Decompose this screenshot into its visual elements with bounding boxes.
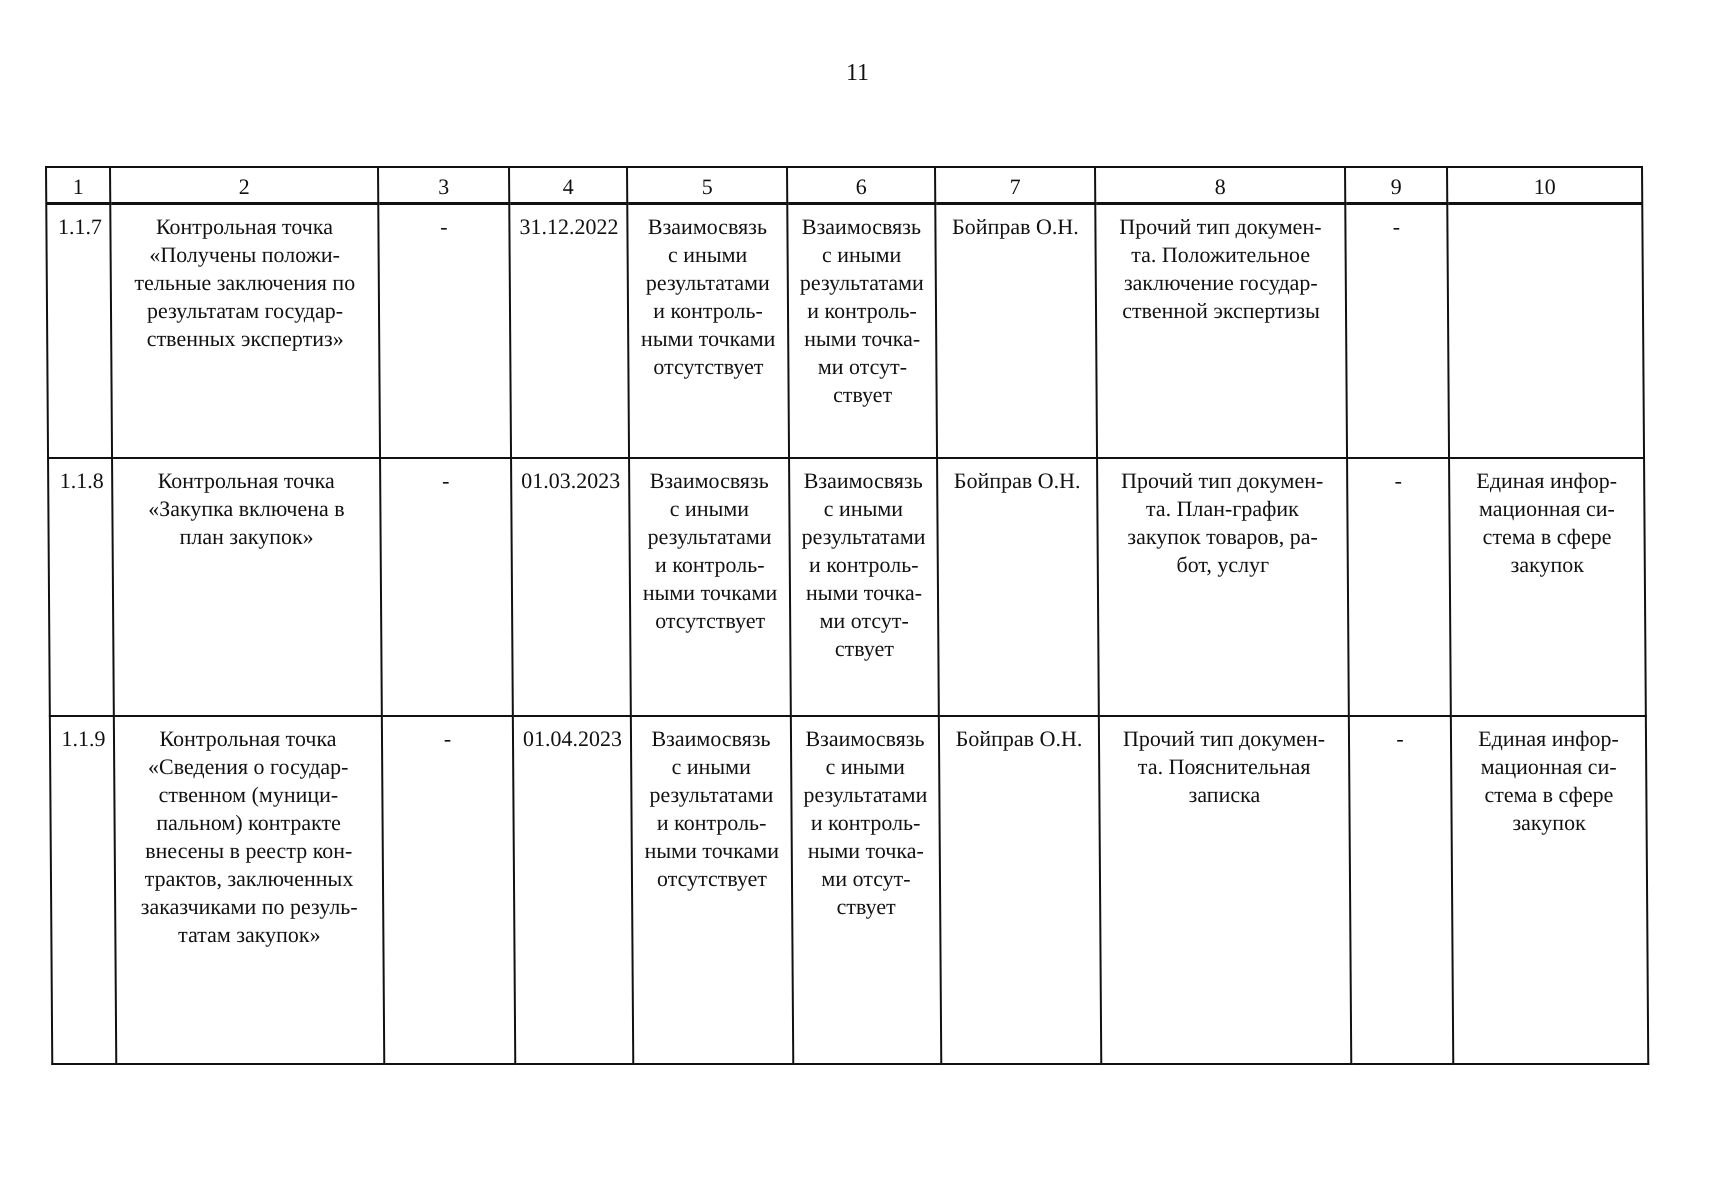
column-header-9: 9 [1345, 167, 1447, 204]
date-cell [509, 204, 629, 458]
relation-cell-5 [631, 716, 793, 1064]
relation-text-6: Взаимосвязь с иными результатами и контроль- ными точка- ми отсут- ствует [799, 214, 924, 407]
date-cell [511, 458, 631, 716]
column-header-8: 8 [1095, 167, 1345, 204]
responsible-person: Бойправ О.Н. [955, 725, 1083, 751]
relation-cell-6 [791, 716, 941, 1064]
column-9-value: - [1392, 214, 1401, 239]
column-header-5: 5 [627, 167, 787, 204]
document-type-cell [1095, 204, 1347, 458]
date-value: 01.04.2023 [522, 725, 623, 751]
column-9-cell [1349, 716, 1453, 1064]
responsible-cell [939, 716, 1101, 1064]
information-system-cell [1447, 204, 1644, 458]
control-point-name: Контрольная точка «Закупка включена в план закупок» [148, 467, 345, 549]
information-system-cell [1449, 458, 1646, 716]
relation-text-5: Взаимосвязь с иными результатами и контроль- ными точками отсутствует [644, 725, 780, 891]
document-type: Прочий тип докумен- та. План-график закупок товаров, ра- бот, услуг [1121, 467, 1324, 577]
column-header-1: 1 [46, 167, 110, 204]
control-point-name: Контрольная точка «Сведения о государ- ственном (муници- пальном) контракте внесены в реестр кон- трактов, заключенных заказчиками по резуль- татам закупок» [140, 725, 358, 947]
control-point-name-cell [112, 458, 382, 716]
column-3-value: - [440, 214, 448, 239]
column-9-value: - [1396, 725, 1404, 751]
document-type-cell [1097, 458, 1349, 716]
column-3-value: - [443, 725, 452, 751]
information-system: Единая инфор- мационная си- стема в сфере закупок [1476, 467, 1618, 577]
document-type: Прочий тип докумен- та. Положительное заключение государ- ственной экспертизы [1119, 214, 1322, 323]
responsible-person: Бойправ О.Н. [953, 467, 1081, 493]
control-point-name: Контрольная точка «Получены положи- тельные заключения по результатам государ- ственных экспертиз» [134, 214, 356, 351]
row-number: 1.1.9 [61, 725, 106, 751]
column-header-4: 4 [509, 167, 627, 204]
column-header-3: 3 [378, 167, 509, 204]
table-row [50, 716, 1648, 1064]
column-3-cell [380, 458, 513, 716]
responsible-cell [935, 204, 1097, 458]
relation-text-6: Взаимосвязь с иными результатами и контроль- ными точка- ми отсут- ствует [801, 467, 926, 661]
page-number: 11 [845, 60, 870, 86]
relation-cell-5 [627, 204, 789, 458]
relation-cell-5 [629, 458, 791, 716]
responsible-cell [937, 458, 1099, 716]
document-type-cell [1099, 716, 1351, 1064]
row-number-cell [48, 458, 114, 716]
row-number-cell [50, 716, 116, 1064]
date-cell [513, 716, 633, 1064]
column-3-cell [382, 716, 515, 1064]
column-header-6: 6 [787, 167, 935, 204]
date-value: 01.03.2023 [521, 467, 621, 493]
relation-cell-6 [789, 458, 939, 716]
column-9-cell [1345, 204, 1449, 458]
column-9-cell [1347, 458, 1451, 716]
table-row [46, 204, 1644, 458]
header-row [46, 167, 1642, 204]
relation-text-5: Взаимосвязь с иными результатами и контроль- ными точками отсутствует [642, 467, 778, 633]
row-number: 1.1.7 [57, 214, 103, 239]
control-points-table [45, 166, 1649, 1065]
column-header-7: 7 [935, 167, 1095, 204]
information-system: Единая инфор- мационная си- стема в сфере закупок [1478, 725, 1619, 835]
relation-cell-6 [787, 204, 937, 458]
row-number: 1.1.8 [59, 467, 104, 493]
column-3-cell [378, 204, 511, 458]
relation-text-5: Взаимосвязь с иными результатами и контроль- ными точками отсутствует [640, 214, 776, 379]
table-row [48, 458, 1646, 716]
column-3-value: - [441, 467, 450, 493]
column-header-2: 2 [110, 167, 378, 204]
date-value: 31.12.2022 [519, 214, 619, 239]
control-point-name-cell [110, 204, 380, 458]
document-type: Прочий тип докумен- та. Пояснительная записка [1122, 725, 1326, 807]
column-header-10: 10 [1447, 167, 1642, 204]
relation-text-6: Взаимосвязь с иными результатами и контроль- ными точка- ми отсут- ствует [803, 725, 928, 919]
control-point-name-cell [114, 716, 384, 1064]
information-system-cell [1451, 716, 1648, 1064]
responsible-person: Бойправ О.Н. [952, 214, 1079, 239]
column-9-value: - [1394, 467, 1402, 493]
row-number-cell [46, 204, 112, 458]
